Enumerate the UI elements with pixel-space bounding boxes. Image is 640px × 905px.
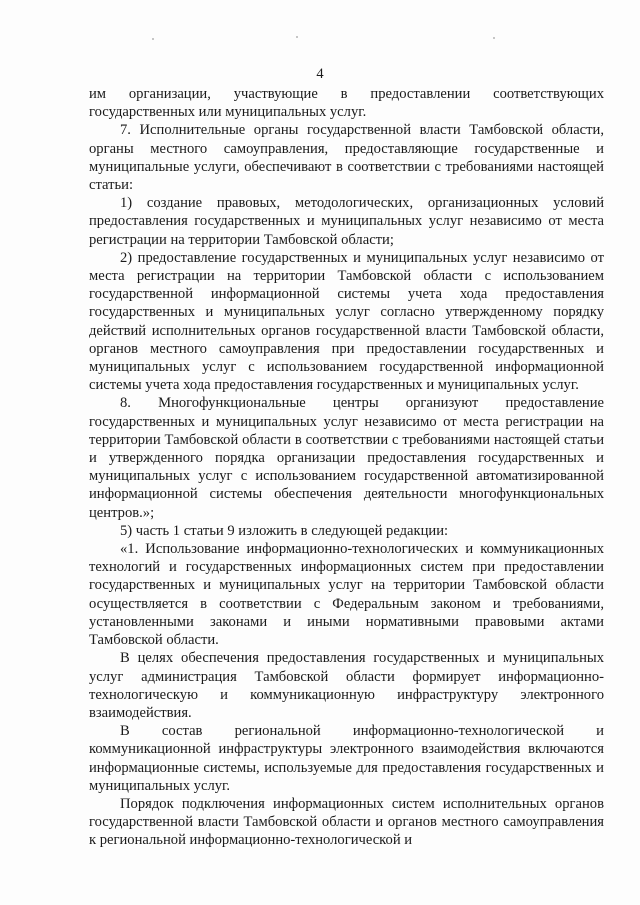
page-number: 4 bbox=[316, 66, 324, 82]
paragraph-subitem-1: 1) создание правовых, методологических, организационных условий предоставления государственных и муниципальных услуг независимо от места регистрации на территории Тамбовской области; bbox=[89, 195, 604, 248]
paragraph-item-8: 8. Многофункциональные центры организуют предоставление государственных и муниципальных услуг независимо от места регистрации на территории Тамбовской области в соответствии с требованиями настоящей статьи и утвержденного порядка организации предоставления государственных и муниципальных услуг с использованием государственной автоматизированной информационной системы обеспечения деятельности многофункциональных центров.»; bbox=[89, 395, 604, 521]
paragraph-item-7: 7. Исполнительные органы государственной власти Тамбовской области, органы местного самоуправления, предоставляющие государственные и муниципальные услуги, обеспечивают в соответствии с требованиями настоящей статьи: bbox=[89, 122, 604, 194]
scan-speck bbox=[493, 37, 495, 39]
paragraph-infrastructure: В целях обеспечения предоставления государственных и муниципальных услуг администрация Тамбовской области формирует информационно-технологическую и коммуникационную инфраструктуру электронного взаимодействия. bbox=[89, 650, 604, 721]
scan-speck bbox=[296, 36, 298, 38]
paragraph-continuation: им организации, участвующие в предоставлении соответствующих государственных или муниципальных услуг. bbox=[89, 86, 604, 121]
document-body bbox=[89, 85, 604, 850]
paragraph-article-9-part-1: «1. Использование информационно-технологических и коммуникационных технологий и государственных информационных систем при предоставлении государственных и муниципальных услуг на территории Тамбовской области осуществляется в соответствии с Федеральным законом и требованиями, установленными законами и иными нормативными правовыми актами Тамбовской области. bbox=[89, 541, 604, 649]
paragraph-subitem-2: 2) предоставление государственных и муниципальных услуг независимо от места регистрации на территории Тамбовской области с использованием государственной информационной системы учета хода предоставления государственных и муниципальных услуг согласно утвержденному порядку действий исполнительных органов государственной власти Тамбовской области, органов местного самоуправления при предоставлении государственных и муниципальных услуг с использованием государственной информационной системы учета хода предоставления государственных и муниципальных услуг. bbox=[89, 249, 604, 394]
scan-speck bbox=[152, 38, 154, 40]
paragraph-infrastructure-composition: В состав региональной информационно-технологической и коммуникационной инфраструктуры электронного взаимодействия включаются информационные системы, используемые для предоставления государственных и муниципальных услуг. bbox=[89, 723, 604, 794]
paragraph-connection-procedure: Порядок подключения информационных систем исполнительных органов государственной власти Тамбовской области и органов местного самоуправления к региональной информационно-технологической и bbox=[89, 795, 604, 849]
paragraph-amendment-5: 5) часть 1 статьи 9 изложить в следующей редакции: bbox=[120, 522, 449, 539]
